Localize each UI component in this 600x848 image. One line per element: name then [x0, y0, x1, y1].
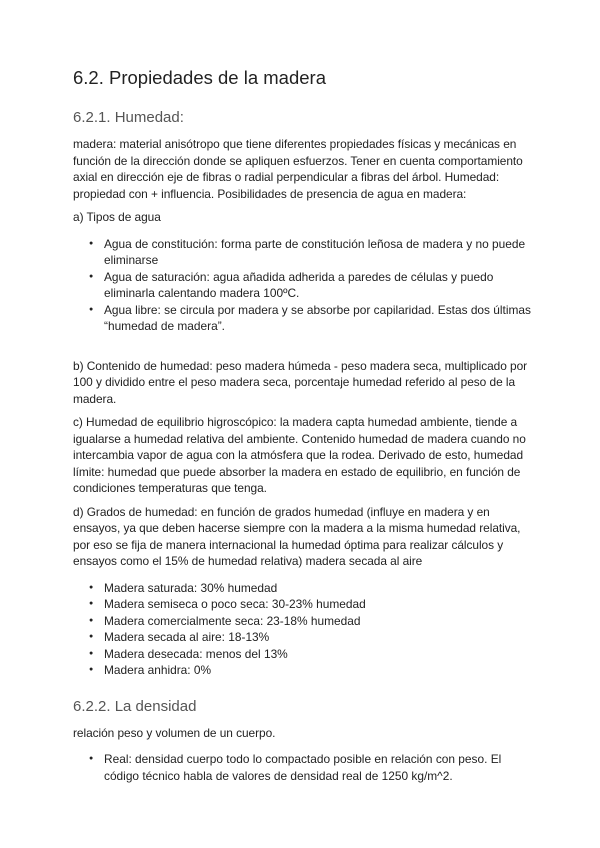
- moisture-content-paragraph: b) Contenido de humedad: peso madera húmeda - peso madera seca, multiplicado por 100 y dividido entre el peso madera seca, porcentaje humedad referido al peso de la madera.: [73, 358, 528, 406]
- page-title: 6.2. Propiedades de la madera: [73, 67, 327, 88]
- list-item: ● Real: densidad cuerpo todo lo compactado posible en relación con peso. El código técnico habla de valores de densidad real de 1250 kg/m^2.: [73, 751, 533, 784]
- list-item: ● Agua de saturación: agua añadida adherida a paredes de células y puedo eliminarla calentando madera 100ºC.: [73, 269, 533, 302]
- list-item: ● Agua de constitución: forma parte de constitución leñosa de madera y no puede eliminarse: [73, 236, 533, 269]
- density-list: [73, 751, 533, 784]
- list-item: ● Agua libre: se circula por madera y se absorbe por capilaridad. Estas dos últimas “humedad de madera”.: [73, 302, 533, 335]
- list-item: ● Madera desecada: menos del 13%: [73, 646, 533, 663]
- list-item: ● Madera secada al aire: 18-13%: [73, 629, 533, 646]
- list-item: ● Madera anhidra: 0%: [73, 662, 533, 679]
- densidad-intro: relación peso y volumen de un cuerpo.: [73, 725, 276, 740]
- document-page: [73, 66, 533, 784]
- section-heading-humedad: 6.2.1. Humedad:: [73, 109, 184, 126]
- hygroscopic-equilibrium-paragraph: c) Humedad de equilibrio higroscópico: la madera capta humedad ambiente, tiende a igualarse a humedad relativa del ambiente. Contenido humedad de madera cuando no intercambia vapor de agua con la atmósfera que la rodea. Derivado de esto, humedad límite: humedad que puede absorber la madera en estado de equilibrio, en función de condiciones temperaturas que tenga.: [73, 415, 526, 495]
- humedad-intro: madera: material anisótropo que tiene diferentes propiedades físicas y mecánicas en función de la dirección donde se apliquen esfuerzos. Tener en cuenta comportamiento axial en dirección eje de fibras o radial perpendicular a fibras del árbol. Humedad: propiedad con + influencia. Posibilidades de presencia de agua en madera:: [73, 137, 523, 201]
- list-item: ● Madera comercialmente seca: 23-18% humedad: [73, 613, 533, 630]
- moisture-grades-paragraph: d) Grados de humedad: en función de grados humedad (influye en madera y en ensayos, ya que deben hacerse siempre con la madera a la misma humedad relativa, por eso se fija de manera internacional la humedad óptima para realizar cálculos y ensayos como el 15% de humedad relativa) madera secada al aire: [73, 504, 521, 568]
- list-item: ● Madera saturada: 30% humedad: [73, 580, 533, 597]
- list-item: ● Madera semiseca o poco seca: 30-23% humedad: [73, 596, 533, 613]
- water-types-list: [73, 236, 533, 335]
- section-heading-densidad: 6.2.2. La densidad: [73, 697, 197, 715]
- moisture-grades-list: [73, 580, 533, 679]
- water-types-label: a) Tipos de agua: [73, 210, 161, 224]
